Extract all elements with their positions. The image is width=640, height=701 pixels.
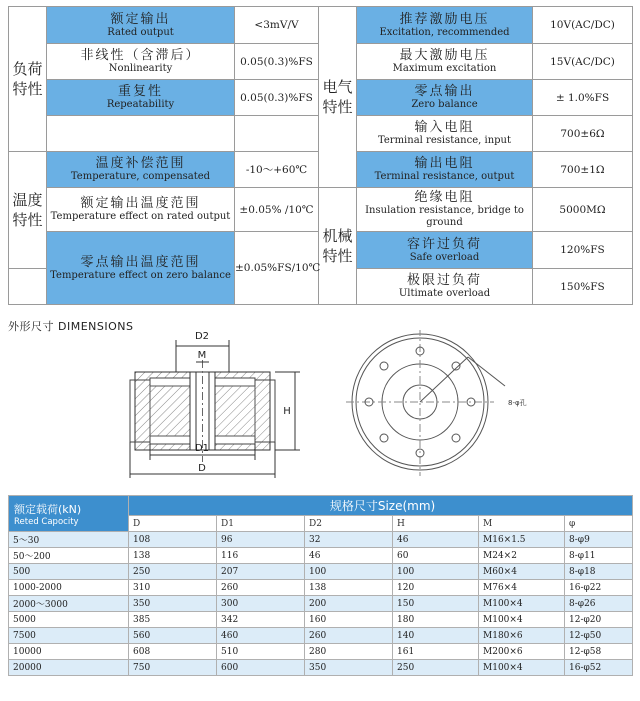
- table-cell: 46: [393, 532, 479, 548]
- table-cell: 8-φ18: [565, 564, 633, 580]
- table-cell: 280: [305, 644, 393, 660]
- table-cell: 600: [217, 660, 305, 676]
- table-cell: 1000-2000: [9, 580, 129, 596]
- table-cell: 5～30: [9, 532, 129, 548]
- group-mechanical: 机械特性: [319, 188, 357, 305]
- table-cell: 350: [305, 660, 393, 676]
- table-cell: M180×6: [479, 628, 565, 644]
- table-cell: 161: [393, 644, 479, 660]
- table-cell: 120: [393, 580, 479, 596]
- spec-label-insulation: 绝缘电阻 Insulation resistance, bridge to ground: [357, 188, 533, 232]
- spec-value-zero-balance: ± 1.0%FS: [533, 80, 633, 116]
- table-cell: 560: [129, 628, 217, 644]
- table-cell: 8-φ11: [565, 548, 633, 564]
- dimensions-table: [8, 495, 633, 676]
- table-cell: 608: [129, 644, 217, 660]
- spec-table: [8, 6, 633, 305]
- table-row: [9, 660, 633, 676]
- table-cell: M100×4: [479, 612, 565, 628]
- label-holes: 8-φ孔: [508, 399, 527, 407]
- table-cell: 96: [217, 532, 305, 548]
- table-cell: 342: [217, 612, 305, 628]
- label-m: M: [197, 350, 207, 361]
- table-cell: 310: [129, 580, 217, 596]
- col-header-d: D: [129, 516, 217, 532]
- col-header-m: M: [479, 516, 565, 532]
- label-d: D: [198, 463, 206, 474]
- spec-empty-cell: [9, 269, 47, 305]
- table-cell: M100×4: [479, 596, 565, 612]
- spec-label-output-resistance: 输出电阻 Terminal resistance, output: [357, 152, 533, 188]
- side-view: [130, 340, 300, 478]
- table-row: [9, 628, 633, 644]
- table-cell: 10000: [9, 644, 129, 660]
- spec-value-insulation: 5000MΩ: [533, 188, 633, 232]
- spec-value-nonlinearity: 0.05(0.3)%FS: [235, 44, 319, 80]
- spec-value-temp-rated-output: ±0.05% /10℃: [235, 188, 319, 232]
- group-load: 负荷特性: [9, 7, 47, 152]
- group-temperature: 温度特性: [9, 152, 47, 269]
- group-electrical: 电气特性: [319, 7, 357, 188]
- table-cell: 12-φ58: [565, 644, 633, 660]
- table-cell: 180: [393, 612, 479, 628]
- capacity-header: 额定载荷(kN) Reted Capocity: [9, 496, 129, 532]
- table-cell: 46: [305, 548, 393, 564]
- table-cell: 108: [129, 532, 217, 548]
- spec-empty-cell: [47, 116, 235, 152]
- spec-label-nonlinearity: 非线性（含滞后） Nonlinearity: [47, 44, 235, 80]
- table-cell: 8-φ9: [565, 532, 633, 548]
- col-header-d1: D1: [217, 516, 305, 532]
- label-d2: D2: [194, 331, 210, 342]
- table-cell: 32: [305, 532, 393, 548]
- table-row: [9, 548, 633, 564]
- table-cell: 20000: [9, 660, 129, 676]
- table-cell: M76×4: [479, 580, 565, 596]
- table-cell: 100: [393, 564, 479, 580]
- label-h: H: [283, 406, 291, 417]
- table-cell: M60×4: [479, 564, 565, 580]
- table-cell: 750: [129, 660, 217, 676]
- spec-label-zero-balance: 零点输出 Zero balance: [357, 80, 533, 116]
- table-cell: 500: [9, 564, 129, 580]
- spec-value-temp-compensated: -10～+60℃: [235, 152, 319, 188]
- table-row: [9, 580, 633, 596]
- table-cell: 260: [305, 628, 393, 644]
- table-cell: 116: [217, 548, 305, 564]
- col-header-phi: φ: [565, 516, 633, 532]
- spec-empty-cell: [235, 116, 319, 152]
- table-cell: 385: [129, 612, 217, 628]
- top-view: [346, 330, 505, 476]
- size-header: 规格尺寸Size(mm): [129, 496, 633, 516]
- table-cell: 300: [217, 596, 305, 612]
- table-cell: 50～200: [9, 548, 129, 564]
- spec-value-repeatability: 0.05(0.3)%FS: [235, 80, 319, 116]
- table-cell: 138: [129, 548, 217, 564]
- dimensions-title: 外形尺寸 DIMENSIONS: [8, 320, 134, 333]
- col-header-h: H: [393, 516, 479, 532]
- table-cell: 250: [393, 660, 479, 676]
- spec-label-temp-compensated: 温度补偿范围 Temperature, compensated: [47, 152, 235, 188]
- table-cell: M24×2: [479, 548, 565, 564]
- table-cell: 140: [393, 628, 479, 644]
- spec-value-safe-overload: 120%FS: [533, 232, 633, 269]
- table-cell: 5000: [9, 612, 129, 628]
- table-row: [9, 644, 633, 660]
- table-cell: 460: [217, 628, 305, 644]
- spec-label-input-resistance: 输入电阻 Terminal resistance, input: [357, 116, 533, 152]
- table-cell: 160: [305, 612, 393, 628]
- table-cell: M100×4: [479, 660, 565, 676]
- spec-value-rated-output: <3mV/V: [235, 7, 319, 44]
- spec-label-ultimate-overload: 极限过负荷 Ultimate overload: [357, 269, 533, 305]
- spec-label-repeatability: 重复性 Repeatability: [47, 80, 235, 116]
- table-row: [9, 596, 633, 612]
- spec-value-input-resistance: 700±6Ω: [533, 116, 633, 152]
- table-cell: 12-φ20: [565, 612, 633, 628]
- spec-label-temp-zero: 零点输出温度范围 Temperature effect on zero balance: [47, 232, 235, 305]
- spec-label-excitation: 推荐激励电压 Excitation, recommended: [357, 7, 533, 44]
- col-header-d2: D2: [305, 516, 393, 532]
- table-cell: 200: [305, 596, 393, 612]
- spec-value-temp-zero: ±0.05%FS/10℃: [235, 232, 319, 305]
- table-cell: 138: [305, 580, 393, 596]
- spec-value-ultimate-overload: 150%FS: [533, 269, 633, 305]
- table-cell: 60: [393, 548, 479, 564]
- table-row: [9, 564, 633, 580]
- spec-label-max-excitation: 最大激励电压 Maximum excitation: [357, 44, 533, 80]
- spec-value-output-resistance: 700±1Ω: [533, 152, 633, 188]
- table-cell: M16×1.5: [479, 532, 565, 548]
- table-cell: 16-φ22: [565, 580, 633, 596]
- table-cell: 350: [129, 596, 217, 612]
- spec-label-safe-overload: 容许过负荷 Safe overload: [357, 232, 533, 269]
- table-cell: 8-φ26: [565, 596, 633, 612]
- spec-label-rated-output: 额定输出 Rated output: [47, 7, 235, 44]
- table-row: [9, 612, 633, 628]
- table-cell: 510: [217, 644, 305, 660]
- table-cell: 207: [217, 564, 305, 580]
- dimension-drawing: [0, 330, 640, 490]
- table-cell: 16-φ52: [565, 660, 633, 676]
- spec-value-max-excitation: 15V(AC/DC): [533, 44, 633, 80]
- spec-label-temp-rated-output: 额定输出温度范围 Temperature effect on rated output: [47, 188, 235, 232]
- spec-value-excitation: 10V(AC/DC): [533, 7, 633, 44]
- table-cell: 150: [393, 596, 479, 612]
- table-cell: 2000～3000: [9, 596, 129, 612]
- table-cell: 250: [129, 564, 217, 580]
- table-cell: 12-φ50: [565, 628, 633, 644]
- table-cell: M200×6: [479, 644, 565, 660]
- table-cell: 7500: [9, 628, 129, 644]
- table-cell: 260: [217, 580, 305, 596]
- table-cell: 100: [305, 564, 393, 580]
- table-row: [9, 532, 633, 548]
- label-d1: D1: [194, 443, 210, 454]
